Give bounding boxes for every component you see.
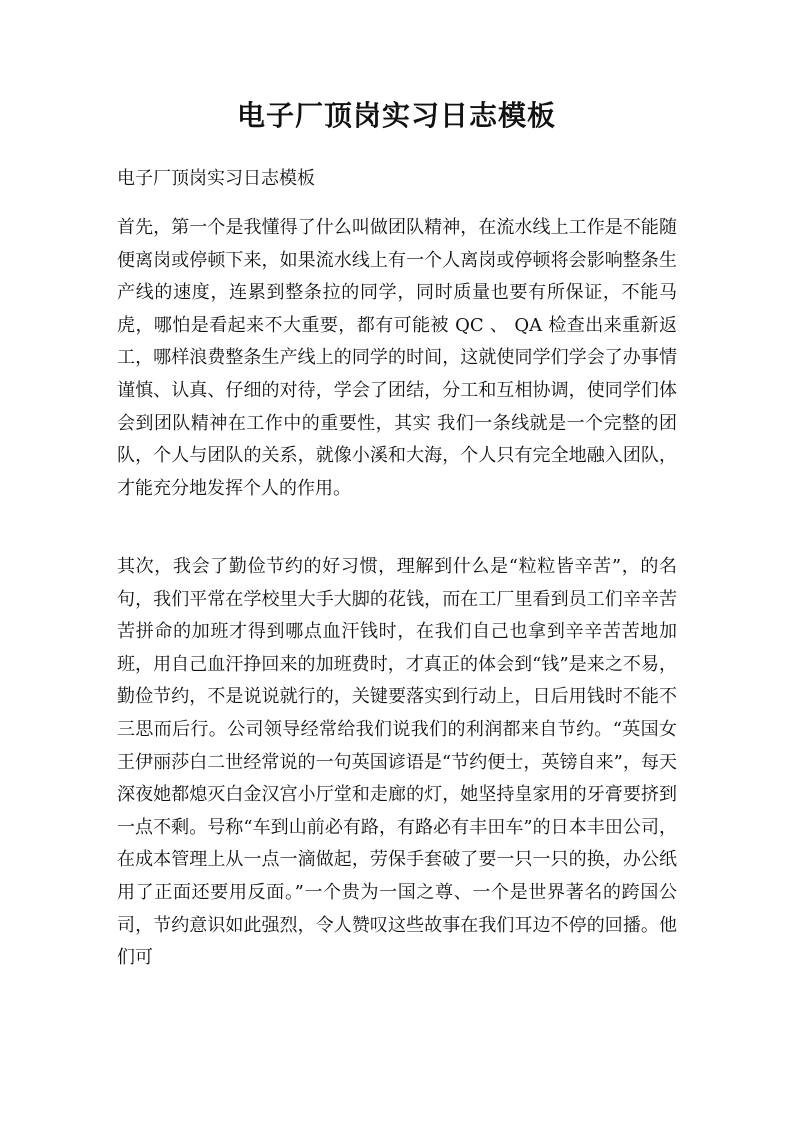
document-subtitle: 电子厂顶岗实习日志模板 (117, 168, 315, 189)
body-paragraph-1: 首先，第一个是我懂得了什么叫做团队精神，在流水线上工作是不能随便离岗或停顿下来，如果流水线上有一个人离岗或停顿将会影响整条生产线的速度，连累到整条拉的同学，同时质量也要有所保证，不能马虎，哪怕是看起来不大重要，都有可能被 QC 、 QA 检查出来重新返工，哪样浪费整条生产线上的同学的时间，这就使同学们学会了办事情谨慎、认真、仔细的对待，学会了团结，分工和互相协调，使同学们体会到团队精神在工作中的重要性，其实 我们一条线就是一个完整的团队，个人与团队的关系，就像小溪和大海，个人只有完全地融入团队，才能充分地发挥个人的作用。 (117, 217, 677, 499)
body-paragraph-2: 其次，我会了勤俭节约的好习惯，理解到什么是“粒粒皆辛苦”，的名句，我们平常在学校里大手大脚的花钱，而在工厂里看到员工们辛辛苦苦拼命的加班才得到哪点血汗钱时，在我们自己也拿到辛辛苦苦地加班，用自己血汗挣回来的加班费时，才真正的体会到“钱”是来之不易，勤俭节约，不是说说就行的，关键要落实到行动上，日后用钱时不能不三思而后行。公司领导经常给我们说我们的利润都来自节约。“英国女王伊丽莎白二世经常说的一句英国谚语是“节约便士，英镑自来”，每天深夜她都熄灭白金汉宫小厅堂和走廊的灯，她坚持皇家用的牙膏要挤到一点不剩。号称“车到山前必有路，有路必有丰田车”的日本丰田公司，在成本管理上从一点一滴做起，劳保手套破了要一只一只的换，办公纸用了正面还要用反面。”一个贵为一国之尊、一个是世界著名的跨国公司，节约意识如此强烈，令人赞叹这些故事在我们耳边不停的回播。他们可 (117, 556, 677, 969)
document-title: 电子厂顶岗实习日志模板 (236, 99, 556, 132)
